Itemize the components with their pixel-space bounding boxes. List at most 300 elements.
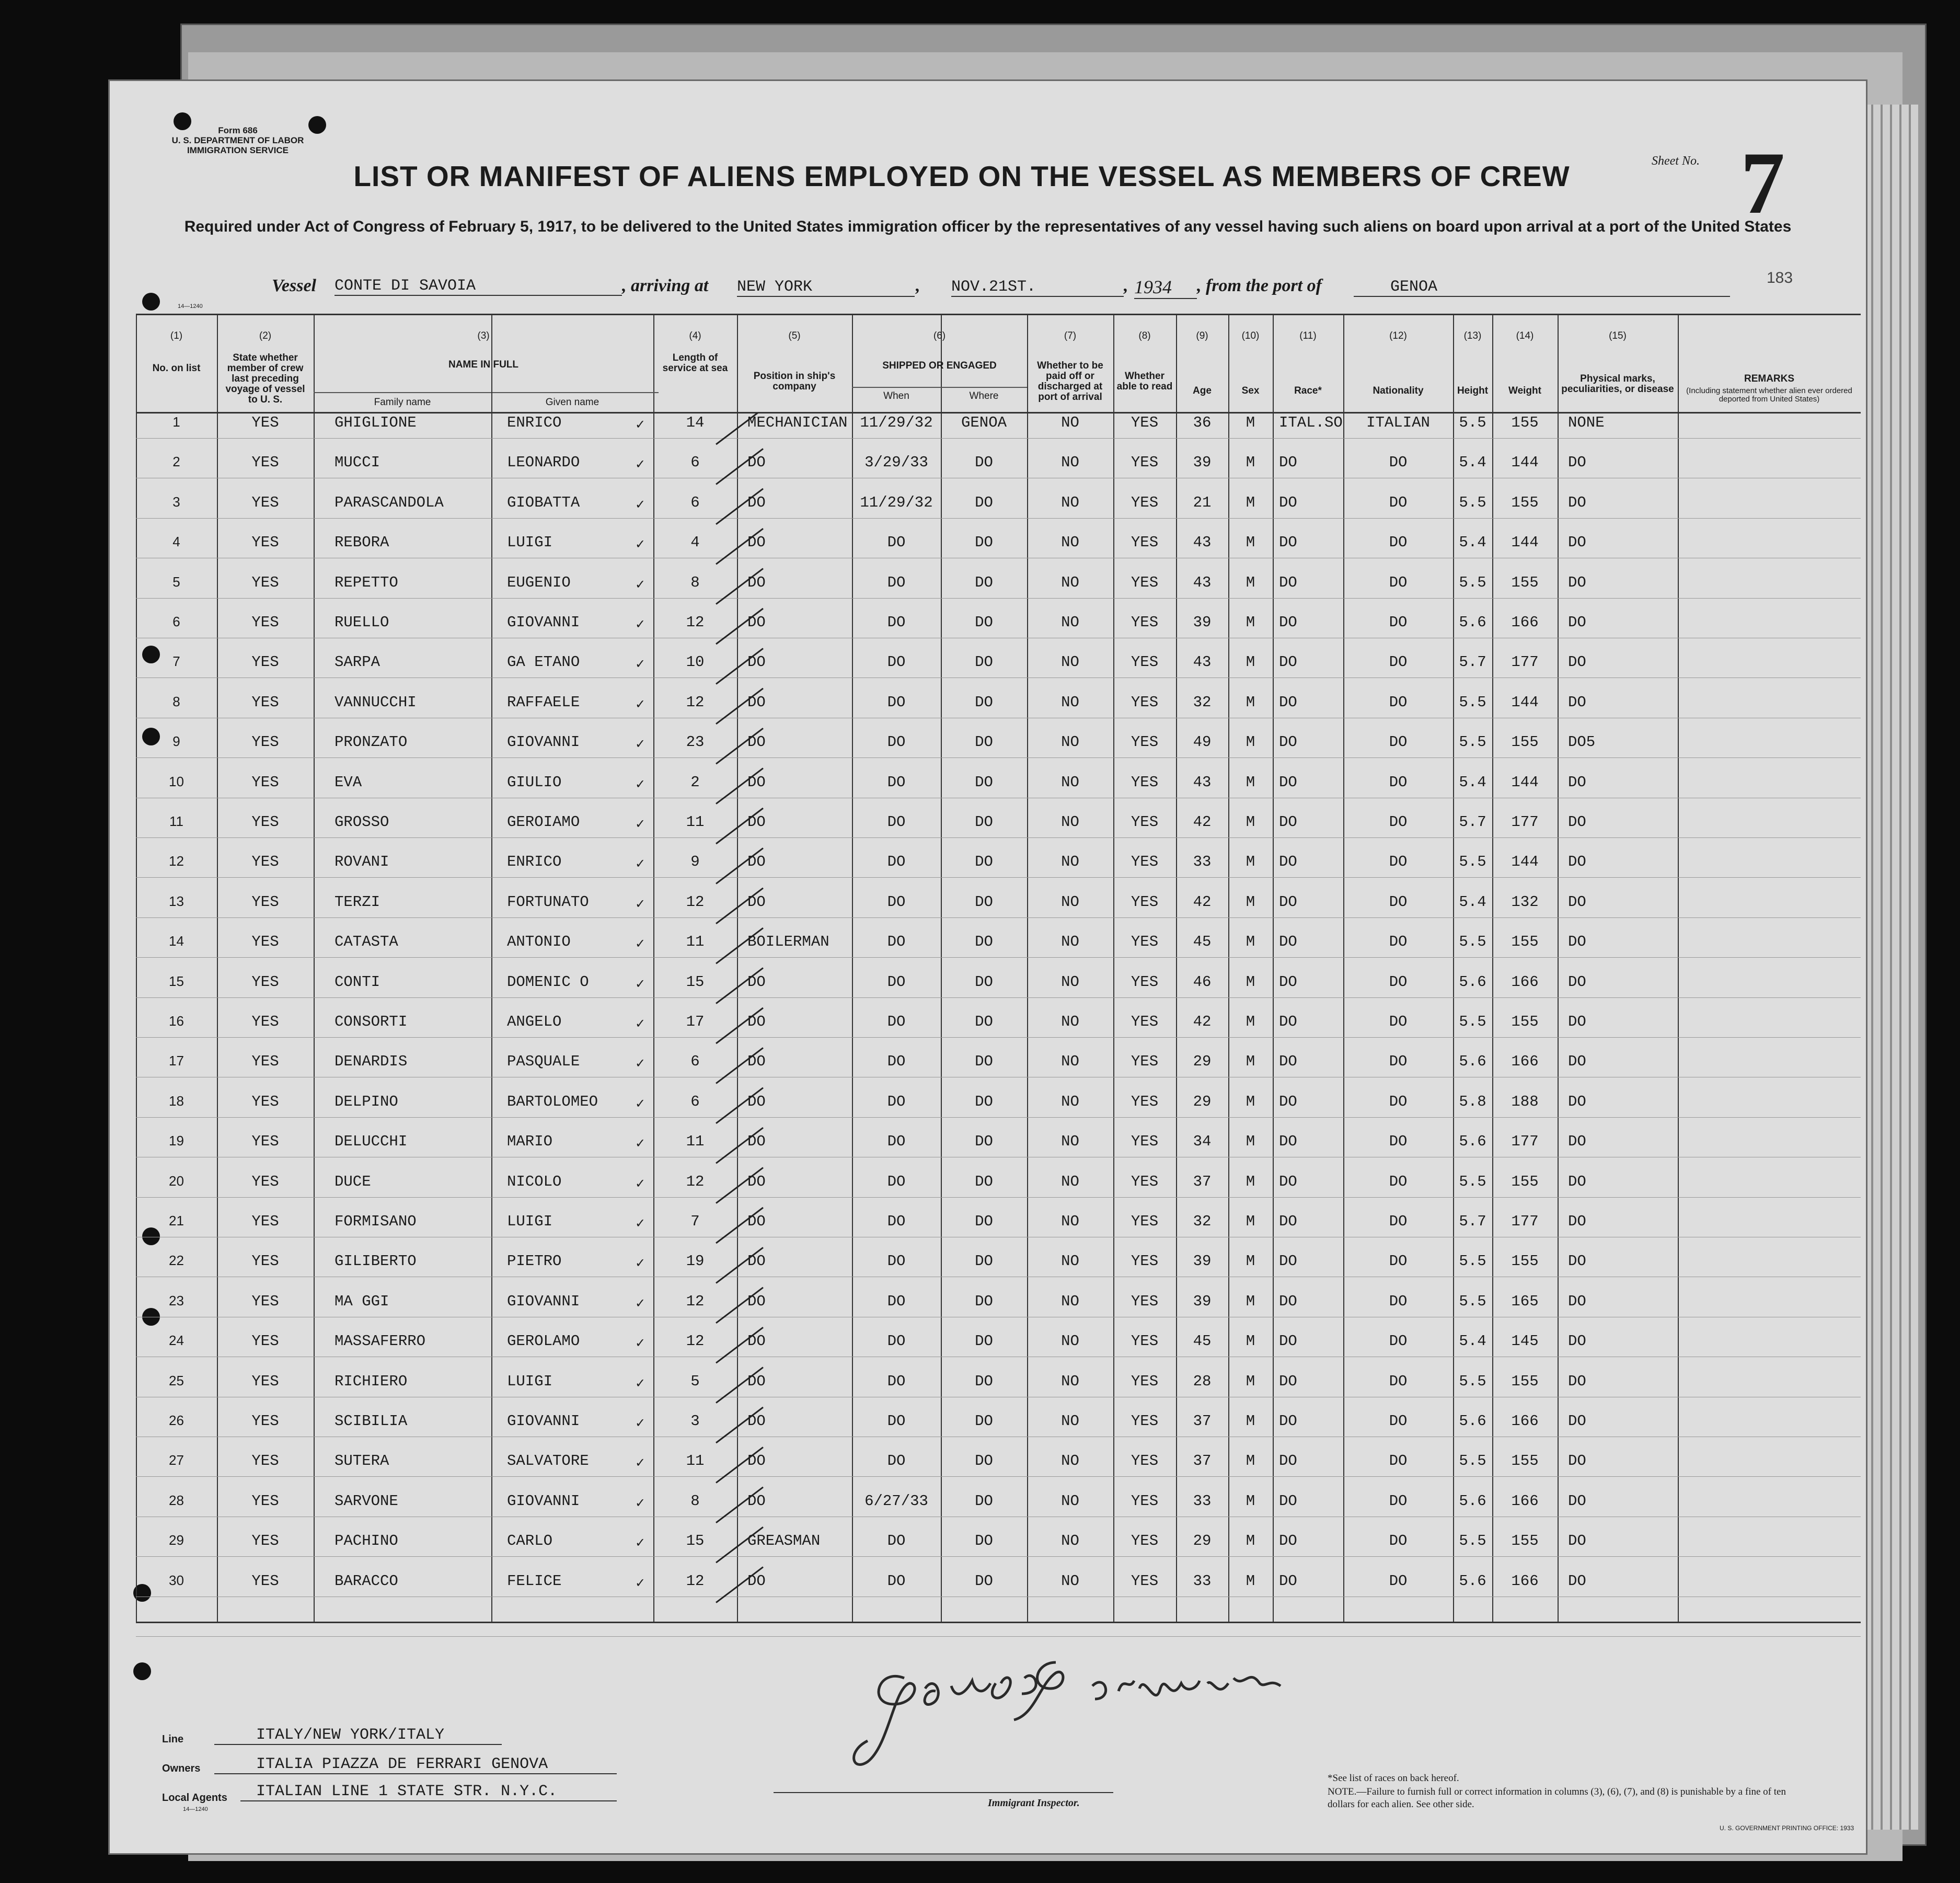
cell-nat: DO [1389, 813, 1408, 831]
cell-no: 4 [172, 534, 180, 550]
cell-where: DO [975, 1173, 993, 1190]
cell-nat: DO [1389, 573, 1408, 591]
cell-sex: M [1246, 653, 1255, 671]
cell-nat: DO [1389, 1492, 1408, 1510]
cell-state: YES [251, 1333, 279, 1350]
cell-state: YES [251, 1013, 279, 1030]
cell-marks: DO [1568, 813, 1586, 831]
cell-no: 3 [172, 493, 180, 510]
row-rule [136, 1037, 1861, 1038]
cell-position: DO [747, 1213, 766, 1230]
cell-when: 3/29/33 [864, 454, 928, 472]
cell-where: DO [975, 1452, 993, 1470]
cell-given: GIOVANNI [507, 733, 580, 751]
cell-paid: NO [1061, 1333, 1079, 1350]
cell-given: PIETRO [507, 1253, 562, 1270]
cell-marks: DO [1568, 1372, 1586, 1390]
cell-nat: DO [1389, 933, 1408, 951]
cell-marks: DO [1568, 1013, 1586, 1030]
cell-no: 18 [169, 1093, 184, 1109]
cell-no: 22 [169, 1253, 184, 1269]
cell-marks: DO [1568, 454, 1586, 472]
cell-when: DO [887, 1013, 906, 1030]
fine-note: NOTE.—Failure to furnish full or correct information in columns (3), (6), (7), and (8) is punishable by a fine of ten dollars for each alien. See other side. [1328, 1786, 1786, 1810]
cell-given: BARTOLOMEO [507, 1093, 598, 1110]
cell-weight: 132 [1511, 893, 1539, 911]
cell-marks: DO [1568, 1333, 1586, 1350]
cell-position: GREASMAN [747, 1532, 821, 1550]
crew-table [136, 314, 1861, 1704]
slash-mark [716, 848, 763, 883]
slash-mark [716, 968, 763, 1004]
slash-mark [716, 1487, 763, 1523]
check-mark: ✓ [635, 617, 646, 632]
column-number: (1) [170, 330, 183, 341]
cell-when: DO [887, 1572, 906, 1590]
cell-family: FORMISANO [335, 1213, 417, 1230]
column-rule [1678, 314, 1679, 1622]
check-mark: ✓ [635, 1495, 646, 1510]
check-mark: ✓ [635, 457, 646, 472]
cell-read: YES [1131, 653, 1159, 671]
slash-mark [716, 1288, 763, 1323]
check-mark: ✓ [635, 1176, 646, 1191]
cell-no: 26 [169, 1413, 184, 1428]
row-rule [136, 757, 1861, 758]
cell-weight: 144 [1511, 853, 1539, 871]
col-header-no: No. on list [152, 363, 201, 374]
cell-family: PACHINO [335, 1532, 398, 1550]
cell-nat: DO [1389, 614, 1408, 631]
table-row [136, 1451, 1861, 1452]
cell-sex: M [1246, 973, 1255, 991]
cell-where: DO [975, 933, 993, 951]
cell-family: VANNUCCHI [335, 693, 417, 711]
cell-sex: M [1246, 1133, 1255, 1151]
arriving-port: NEW YORK [737, 278, 915, 297]
cell-height: 5.7 [1459, 1213, 1486, 1230]
cell-when: DO [887, 1452, 906, 1470]
cell-where: DO [975, 1372, 993, 1390]
cell-when: DO [887, 1053, 906, 1071]
cell-height: 5.5 [1459, 853, 1486, 871]
slash-mark [716, 1247, 763, 1283]
col-header-read: Whether able to read [1116, 371, 1173, 392]
cell-family: MA GGI [335, 1292, 389, 1310]
cell-state: YES [251, 1413, 279, 1430]
cell-when: DO [887, 1372, 906, 1390]
table-row [136, 852, 1861, 853]
row-rule [136, 438, 1861, 439]
cell-when: 11/29/32 [860, 493, 933, 511]
cell-race: DO [1279, 454, 1297, 472]
slash-mark [716, 648, 763, 684]
cell-when: 11/29/32 [860, 414, 933, 431]
slash-mark [716, 413, 763, 444]
cell-sex: M [1246, 1013, 1255, 1030]
cell-family: DENARDIS [335, 1053, 408, 1071]
cell-where: DO [975, 1532, 993, 1550]
cell-race: DO [1279, 1372, 1297, 1390]
row-rule [136, 837, 1861, 838]
cell-read: YES [1131, 733, 1159, 751]
table-row [136, 892, 1861, 893]
cell-paid: NO [1061, 933, 1079, 951]
cell-state: YES [251, 1492, 279, 1510]
cell-race: DO [1279, 1173, 1297, 1190]
column-number: (15) [1609, 330, 1627, 341]
cell-position: DO [747, 813, 766, 831]
cell-given: ANGELO [507, 1013, 562, 1030]
cell-paid: NO [1061, 653, 1079, 671]
cell-state: YES [251, 1372, 279, 1390]
cell-age: 43 [1193, 534, 1212, 552]
cell-paid: NO [1061, 414, 1079, 431]
cell-when: DO [887, 614, 906, 631]
cell-paid: NO [1061, 733, 1079, 751]
cell-paid: NO [1061, 614, 1079, 631]
cell-when: DO [887, 1532, 906, 1550]
cell-state: YES [251, 693, 279, 711]
cell-given: ENRICO [507, 853, 562, 871]
cell-when: DO [887, 933, 906, 951]
cell-state: YES [251, 1133, 279, 1151]
cell-paid: NO [1061, 1413, 1079, 1430]
cell-length: 23 [686, 733, 705, 751]
cell-marks: DO [1568, 693, 1586, 711]
slash-mark [716, 489, 763, 524]
cell-length: 11 [686, 1452, 705, 1470]
cell-read: YES [1131, 1372, 1159, 1390]
cell-nat: DO [1389, 973, 1408, 991]
cell-marks: DO [1568, 1452, 1586, 1470]
cell-no: 24 [169, 1333, 184, 1349]
cell-race: DO [1279, 1053, 1297, 1071]
cell-no: 27 [169, 1452, 184, 1468]
cell-marks: DO [1568, 1093, 1586, 1110]
cell-paid: NO [1061, 853, 1079, 871]
cell-length: 6 [690, 493, 700, 511]
cell-weight: 155 [1511, 933, 1539, 951]
slash-mark [716, 1327, 763, 1363]
cell-read: YES [1131, 493, 1159, 511]
cell-length: 11 [686, 933, 705, 951]
cell-position: DO [747, 1492, 766, 1510]
cell-where: DO [975, 1213, 993, 1230]
cell-where: DO [975, 773, 993, 791]
table-row [136, 413, 1861, 414]
cell-weight: 155 [1511, 573, 1539, 591]
col-header-remarks: REMARKS [1744, 373, 1795, 384]
cell-no: 19 [169, 1133, 184, 1149]
cell-position: DO [747, 1292, 766, 1310]
cell-length: 7 [690, 1213, 700, 1230]
table-row [136, 1571, 1861, 1572]
cell-family: PRONZATO [335, 733, 408, 751]
cell-age: 32 [1193, 1213, 1212, 1230]
check-mark: ✓ [635, 936, 646, 951]
cell-length: 8 [690, 573, 700, 591]
cell-state: YES [251, 813, 279, 831]
cell-weight: 144 [1511, 693, 1539, 711]
table-top-rule [136, 314, 1861, 315]
col-header-physical: Physical marks, peculiarities, or disease [1561, 373, 1674, 395]
cell-marks: DO [1568, 773, 1586, 791]
column-number: (3) [477, 330, 490, 341]
cell-where: DO [975, 1492, 993, 1510]
cell-race: DO [1279, 773, 1297, 791]
cell-paid: NO [1061, 1173, 1079, 1190]
table-bottom-rule [136, 1622, 1861, 1623]
cell-position: DO [747, 1413, 766, 1430]
cell-read: YES [1131, 1213, 1159, 1230]
cell-position: DO [747, 773, 766, 791]
cell-length: 9 [690, 853, 700, 871]
cell-given: ANTONIO [507, 933, 571, 951]
cell-read: YES [1131, 1292, 1159, 1310]
line-label: Line [162, 1733, 184, 1745]
cell-where: DO [975, 973, 993, 991]
cell-paid: NO [1061, 773, 1079, 791]
cell-weight: 166 [1511, 1413, 1539, 1430]
cell-nat: DO [1389, 1013, 1408, 1030]
column-number: (14) [1516, 330, 1534, 341]
cell-weight: 155 [1511, 1372, 1539, 1390]
col-header-given: Given name [545, 397, 599, 408]
column-number: (9) [1196, 330, 1208, 341]
cell-nat: DO [1389, 1333, 1408, 1350]
cell-height: 5.4 [1459, 773, 1486, 791]
cell-marks: DO [1568, 1292, 1586, 1310]
cell-no: 30 [169, 1572, 184, 1588]
cell-paid: NO [1061, 693, 1079, 711]
col-header-state: State whether member of crew last preceding voyage of vessel to U. S. [225, 352, 305, 405]
cell-height: 5.4 [1459, 534, 1486, 552]
cell-weight: 155 [1511, 1253, 1539, 1270]
cell-race: DO [1279, 1292, 1297, 1310]
table-row [136, 812, 1861, 813]
cell-family: GHIGLIONE [335, 414, 417, 431]
table-row [136, 1092, 1861, 1093]
slash-mark [716, 1567, 763, 1603]
column-number: (5) [788, 330, 801, 341]
cell-position: DO [747, 1093, 766, 1110]
cell-sex: M [1246, 614, 1255, 631]
cell-given: LUIGI [507, 1372, 553, 1390]
cell-no: 21 [169, 1213, 184, 1228]
cell-length: 6 [690, 1093, 700, 1110]
cell-marks: DO [1568, 933, 1586, 951]
inspector-signature [847, 1647, 1317, 1772]
cell-family: SUTERA [335, 1452, 389, 1470]
slash-mark [716, 529, 763, 564]
cell-state: YES [251, 773, 279, 791]
cell-weight: 166 [1511, 614, 1539, 631]
col-header-name: NAME IN FULL [448, 359, 519, 370]
cell-weight: 166 [1511, 1492, 1539, 1510]
cell-family: MASSAFERRO [335, 1333, 426, 1350]
cell-sex: M [1246, 1532, 1255, 1550]
cell-nat: DO [1389, 493, 1408, 511]
check-mark: ✓ [635, 896, 646, 911]
cell-sex: M [1246, 1213, 1255, 1230]
cell-sex: M [1246, 933, 1255, 951]
cell-paid: NO [1061, 893, 1079, 911]
cell-state: YES [251, 973, 279, 991]
cell-position: DO [747, 1013, 766, 1030]
cell-race: DO [1279, 893, 1297, 911]
check-mark: ✓ [635, 856, 646, 871]
cell-state: YES [251, 1173, 279, 1190]
cell-race: DO [1279, 733, 1297, 751]
slash-mark [716, 688, 763, 724]
cell-when: DO [887, 573, 906, 591]
row-rule [136, 598, 1861, 599]
column-number: (12) [1389, 330, 1407, 341]
cell-race: DO [1279, 1133, 1297, 1151]
cell-where: GENOA [961, 414, 1007, 431]
cell-age: 29 [1193, 1053, 1212, 1071]
cell-age: 49 [1193, 733, 1212, 751]
cell-state: YES [251, 1093, 279, 1110]
cell-length: 10 [686, 653, 705, 671]
cell-given: GIULIO [507, 773, 562, 791]
cell-no: 13 [169, 893, 184, 909]
cell-no: 1 [172, 414, 180, 430]
cell-family: DELUCCHI [335, 1133, 408, 1151]
cell-length: 12 [686, 614, 705, 631]
cell-no: 20 [169, 1173, 184, 1189]
cell-age: 43 [1193, 773, 1212, 791]
check-mark: ✓ [635, 817, 646, 831]
cell-marks: DO [1568, 973, 1586, 991]
cell-race: DO [1279, 813, 1297, 831]
cell-nat: DO [1389, 893, 1408, 911]
cell-length: 4 [690, 534, 700, 552]
cell-marks: DO [1568, 853, 1586, 871]
cell-length: 19 [686, 1253, 705, 1270]
column-number: (11) [1299, 330, 1317, 341]
cell-read: YES [1131, 1452, 1159, 1470]
cell-height: 5.4 [1459, 454, 1486, 472]
cell-nat: DO [1389, 733, 1408, 751]
cell-paid: NO [1061, 1093, 1079, 1110]
cell-marks: DO [1568, 1173, 1586, 1190]
cell-weight: 177 [1511, 1133, 1539, 1151]
comma-sep: , [916, 276, 920, 295]
cell-paid: NO [1061, 454, 1079, 472]
cell-where: DO [975, 1413, 993, 1430]
cell-position: DO [747, 853, 766, 871]
cell-marks: DO [1568, 1532, 1586, 1550]
cell-family: GILIBERTO [335, 1253, 417, 1270]
cell-sex: M [1246, 813, 1255, 831]
cell-where: DO [975, 1053, 993, 1071]
cell-position: DO [747, 454, 766, 472]
column-number: (7) [1064, 330, 1077, 341]
cell-family: REBORA [335, 534, 389, 552]
cell-family: PARASCANDOLA [335, 493, 444, 511]
cell-race: DO [1279, 573, 1297, 591]
cell-race: DO [1279, 1093, 1297, 1110]
stock-code-top: 14—1240 [178, 303, 203, 309]
slash-mark [716, 1447, 763, 1483]
cell-marks: DO [1568, 1253, 1586, 1270]
stock-code-bottom: 14—1240 [183, 1806, 208, 1812]
check-mark: ✓ [635, 1295, 646, 1311]
slash-mark [716, 1407, 763, 1443]
check-mark: ✓ [635, 1535, 646, 1551]
cell-sex: M [1246, 1413, 1255, 1430]
cell-age: 46 [1193, 973, 1212, 991]
cell-position: DO [747, 1452, 766, 1470]
cell-nat: DO [1389, 1093, 1408, 1110]
cell-weight: 177 [1511, 653, 1539, 671]
cell-family: EVA [335, 773, 362, 791]
cell-sex: M [1246, 693, 1255, 711]
col-header-when: When [883, 391, 909, 401]
cell-height: 5.5 [1459, 414, 1486, 431]
cell-race: DO [1279, 1532, 1297, 1550]
cell-when: DO [887, 1253, 906, 1270]
cell-when: DO [887, 1133, 906, 1151]
cell-paid: NO [1061, 1053, 1079, 1071]
cell-paid: NO [1061, 493, 1079, 511]
slash-mark [716, 569, 763, 604]
slash-mark [716, 768, 763, 804]
cell-family: TERZI [335, 893, 381, 911]
col-header-length: Length of service at sea [662, 352, 728, 374]
cell-length: 8 [690, 1492, 700, 1510]
cell-length: 12 [686, 693, 705, 711]
cell-age: 39 [1193, 1292, 1212, 1310]
cell-where: DO [975, 1253, 993, 1270]
cell-sex: M [1246, 1572, 1255, 1590]
check-mark: ✓ [635, 776, 646, 791]
cell-paid: NO [1061, 1452, 1079, 1470]
cell-where: DO [975, 653, 993, 671]
col-header-family: Family name [374, 397, 431, 408]
cell-read: YES [1131, 933, 1159, 951]
cell-sex: M [1246, 454, 1255, 472]
cell-where: DO [975, 1292, 993, 1310]
cell-nat: DO [1389, 1292, 1408, 1310]
check-mark: ✓ [635, 696, 646, 711]
cell-read: YES [1131, 1333, 1159, 1350]
cell-weight: 144 [1511, 454, 1539, 472]
cell-marks: DO [1568, 493, 1586, 511]
cell-position: DO [747, 653, 766, 671]
from-label: , from the port of [1197, 276, 1322, 295]
cell-when: DO [887, 1173, 906, 1190]
cell-sex: M [1246, 414, 1255, 431]
cell-height: 5.5 [1459, 1013, 1486, 1030]
check-mark: ✓ [635, 1056, 646, 1071]
agents-label: Local Agents [162, 1792, 227, 1804]
comma-sep: , [1124, 276, 1128, 295]
cell-sex: M [1246, 1053, 1255, 1071]
cell-age: 37 [1193, 1413, 1212, 1430]
column-number: (10) [1241, 330, 1260, 341]
cell-when: DO [887, 693, 906, 711]
cell-read: YES [1131, 1013, 1159, 1030]
cell-where: DO [975, 454, 993, 472]
cell-age: 32 [1193, 693, 1212, 711]
cell-family: REPETTO [335, 573, 398, 591]
cell-family: DELPINO [335, 1093, 398, 1110]
cell-given: SALVATORE [507, 1452, 589, 1470]
cell-given: FORTUNATO [507, 893, 589, 911]
